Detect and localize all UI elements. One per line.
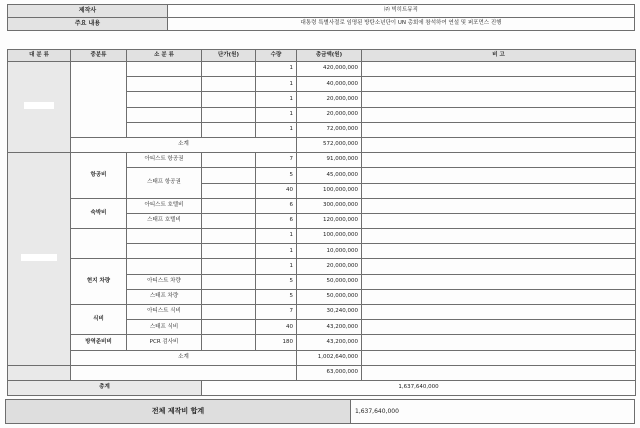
amount-cell: 40,000,000	[297, 77, 362, 92]
unit-price-cell	[202, 320, 256, 335]
unit-price-cell	[202, 198, 256, 213]
subtotal-row	[8, 137, 636, 152]
amount-cell: 120,000,000	[297, 213, 362, 228]
producer-row	[8, 5, 635, 18]
table-row	[8, 335, 636, 350]
amount-cell: 10,000,000	[297, 244, 362, 259]
minor-cell: 스태프 차량	[127, 289, 202, 304]
table-row	[8, 198, 636, 213]
producer-label: 제작사	[8, 5, 168, 18]
minor-cell: 아티스트 항공권	[127, 153, 202, 168]
unit-price-cell	[202, 274, 256, 289]
total-value: 1,637,640,000	[202, 380, 636, 395]
remarks-cell	[362, 259, 636, 274]
remarks-cell	[362, 320, 636, 335]
amount-cell: 100,000,000	[297, 229, 362, 244]
minor-cell	[127, 107, 202, 122]
remarks-cell	[362, 77, 636, 92]
unit-price-cell	[202, 244, 256, 259]
col-remarks-header: 비 고	[362, 50, 636, 62]
grand-total-table	[5, 399, 635, 424]
grand-total-value: 1,637,640,000	[351, 400, 635, 424]
quantity-cell: 1	[256, 122, 297, 137]
remarks-cell	[362, 198, 636, 213]
minor-cell: 아티스트 호텔비	[127, 198, 202, 213]
unit-price-cell	[202, 62, 256, 77]
table-row	[8, 62, 636, 77]
quantity-cell: 40	[256, 320, 297, 335]
major-category-cell-2	[8, 153, 71, 366]
unit-price-cell	[202, 305, 256, 320]
quantity-cell: 6	[256, 213, 297, 228]
subtotal-label: 소계	[71, 137, 297, 152]
remarks-cell	[362, 350, 636, 365]
quantity-cell: 6	[256, 198, 297, 213]
item-cell	[71, 365, 297, 380]
remarks-cell	[362, 168, 636, 183]
subtotal-label: 소계	[71, 350, 297, 365]
redacted-block	[24, 102, 54, 109]
quantity-cell: 7	[256, 153, 297, 168]
total-label: 총계	[8, 380, 202, 395]
minor-cell	[127, 229, 202, 244]
production-info-table	[7, 4, 635, 31]
unit-price-cell	[202, 289, 256, 304]
col-major-header: 대 분 류	[8, 50, 71, 62]
major-category-cell-1	[8, 62, 71, 153]
quantity-cell: 1	[256, 92, 297, 107]
remarks-cell	[362, 107, 636, 122]
middle-category-cell	[71, 62, 127, 138]
amount-cell: 30,240,000	[297, 305, 362, 320]
producer-value: ㈜ 빅히트뮤직	[168, 5, 635, 18]
quantity-cell: 5	[256, 274, 297, 289]
quantity-cell: 180	[256, 335, 297, 350]
cost-breakdown-table	[7, 49, 636, 396]
total-row	[8, 380, 636, 395]
remarks-cell	[362, 183, 636, 198]
unit-price-cell	[202, 153, 256, 168]
grand-total-row	[6, 400, 635, 424]
remarks-cell	[362, 274, 636, 289]
content-label: 주요 내용	[8, 18, 168, 31]
remarks-cell	[362, 153, 636, 168]
table-row	[8, 229, 636, 244]
minor-cell	[127, 62, 202, 77]
minor-cell: PCR 검사비	[127, 335, 202, 350]
col-quantity-header: 수량	[256, 50, 297, 62]
minor-cell	[127, 122, 202, 137]
remarks-cell	[362, 122, 636, 137]
content-row	[8, 18, 635, 31]
major-category-cell-3	[8, 365, 71, 380]
minor-cell	[127, 77, 202, 92]
grand-total-label: 전체 제작비 합계	[6, 400, 351, 424]
table-header-row	[8, 50, 636, 62]
middle-category-meals: 식비	[71, 305, 127, 335]
remarks-cell	[362, 244, 636, 259]
remarks-cell	[362, 365, 636, 380]
unit-price-cell	[202, 183, 256, 198]
quantity-cell: 1	[256, 259, 297, 274]
subtotal-amount: 1,002,640,000	[297, 350, 362, 365]
quantity-cell: 7	[256, 305, 297, 320]
minor-cell: 스태프 호텔비	[127, 213, 202, 228]
amount-cell: 63,000,000	[297, 365, 362, 380]
quantity-cell: 1	[256, 229, 297, 244]
middle-category-quarantine: 방역준비비	[71, 335, 127, 350]
content-value: 대통령 특별사절로 임명된 방탄소년단이 UN 총회에 참석하여 연설 및 퍼포먼스 진행	[168, 18, 635, 31]
table-row	[8, 305, 636, 320]
amount-cell: 45,000,000	[297, 168, 362, 183]
minor-cell	[127, 244, 202, 259]
quantity-cell: 1	[256, 107, 297, 122]
quantity-cell: 1	[256, 77, 297, 92]
unit-price-cell	[202, 107, 256, 122]
quantity-cell: 1	[256, 244, 297, 259]
col-amount-header: 총금액(원)	[297, 50, 362, 62]
middle-category-lodging: 숙박비	[71, 198, 127, 228]
amount-cell: 50,000,000	[297, 274, 362, 289]
amount-cell: 300,000,000	[297, 198, 362, 213]
remarks-cell	[362, 229, 636, 244]
unit-price-cell	[202, 213, 256, 228]
table-row	[8, 365, 636, 380]
amount-cell: 20,000,000	[297, 259, 362, 274]
col-unit-price-header: 단가(원)	[202, 50, 256, 62]
remarks-cell	[362, 62, 636, 77]
middle-category-airfare: 항공비	[71, 153, 127, 199]
unit-price-cell	[202, 122, 256, 137]
remarks-cell	[362, 289, 636, 304]
amount-cell: 43,200,000	[297, 320, 362, 335]
middle-category-vehicle: 현지 차량	[71, 259, 127, 305]
quantity-cell: 5	[256, 168, 297, 183]
remarks-cell	[362, 92, 636, 107]
minor-cell: 스태프 항공권	[127, 168, 202, 198]
table-row	[8, 153, 636, 168]
quantity-cell: 1	[256, 62, 297, 77]
middle-category-cell	[71, 229, 127, 259]
minor-cell	[127, 259, 202, 274]
minor-cell: 아티스트 차량	[127, 274, 202, 289]
table-row	[8, 259, 636, 274]
unit-price-cell	[202, 77, 256, 92]
col-minor-header: 소 분 류	[127, 50, 202, 62]
amount-cell: 20,000,000	[297, 92, 362, 107]
unit-price-cell	[202, 168, 256, 183]
amount-cell: 100,000,000	[297, 183, 362, 198]
remarks-cell	[362, 137, 636, 152]
col-middle-header: 중분류	[71, 50, 127, 62]
amount-cell: 420,000,000	[297, 62, 362, 77]
unit-price-cell	[202, 259, 256, 274]
remarks-cell	[362, 305, 636, 320]
unit-price-cell	[202, 92, 256, 107]
amount-cell: 50,000,000	[297, 289, 362, 304]
amount-cell: 20,000,000	[297, 107, 362, 122]
minor-cell	[127, 92, 202, 107]
quantity-cell: 5	[256, 289, 297, 304]
quantity-cell: 40	[256, 183, 297, 198]
amount-cell: 43,200,000	[297, 335, 362, 350]
minor-cell: 스태프 식비	[127, 320, 202, 335]
remarks-cell	[362, 213, 636, 228]
subtotal-row	[8, 350, 636, 365]
unit-price-cell	[202, 229, 256, 244]
redacted-block	[21, 254, 57, 261]
unit-price-cell	[202, 335, 256, 350]
minor-cell: 아티스트 식비	[127, 305, 202, 320]
remarks-cell	[362, 335, 636, 350]
amount-cell: 72,000,000	[297, 122, 362, 137]
amount-cell: 91,000,000	[297, 153, 362, 168]
subtotal-amount: 572,000,000	[297, 137, 362, 152]
